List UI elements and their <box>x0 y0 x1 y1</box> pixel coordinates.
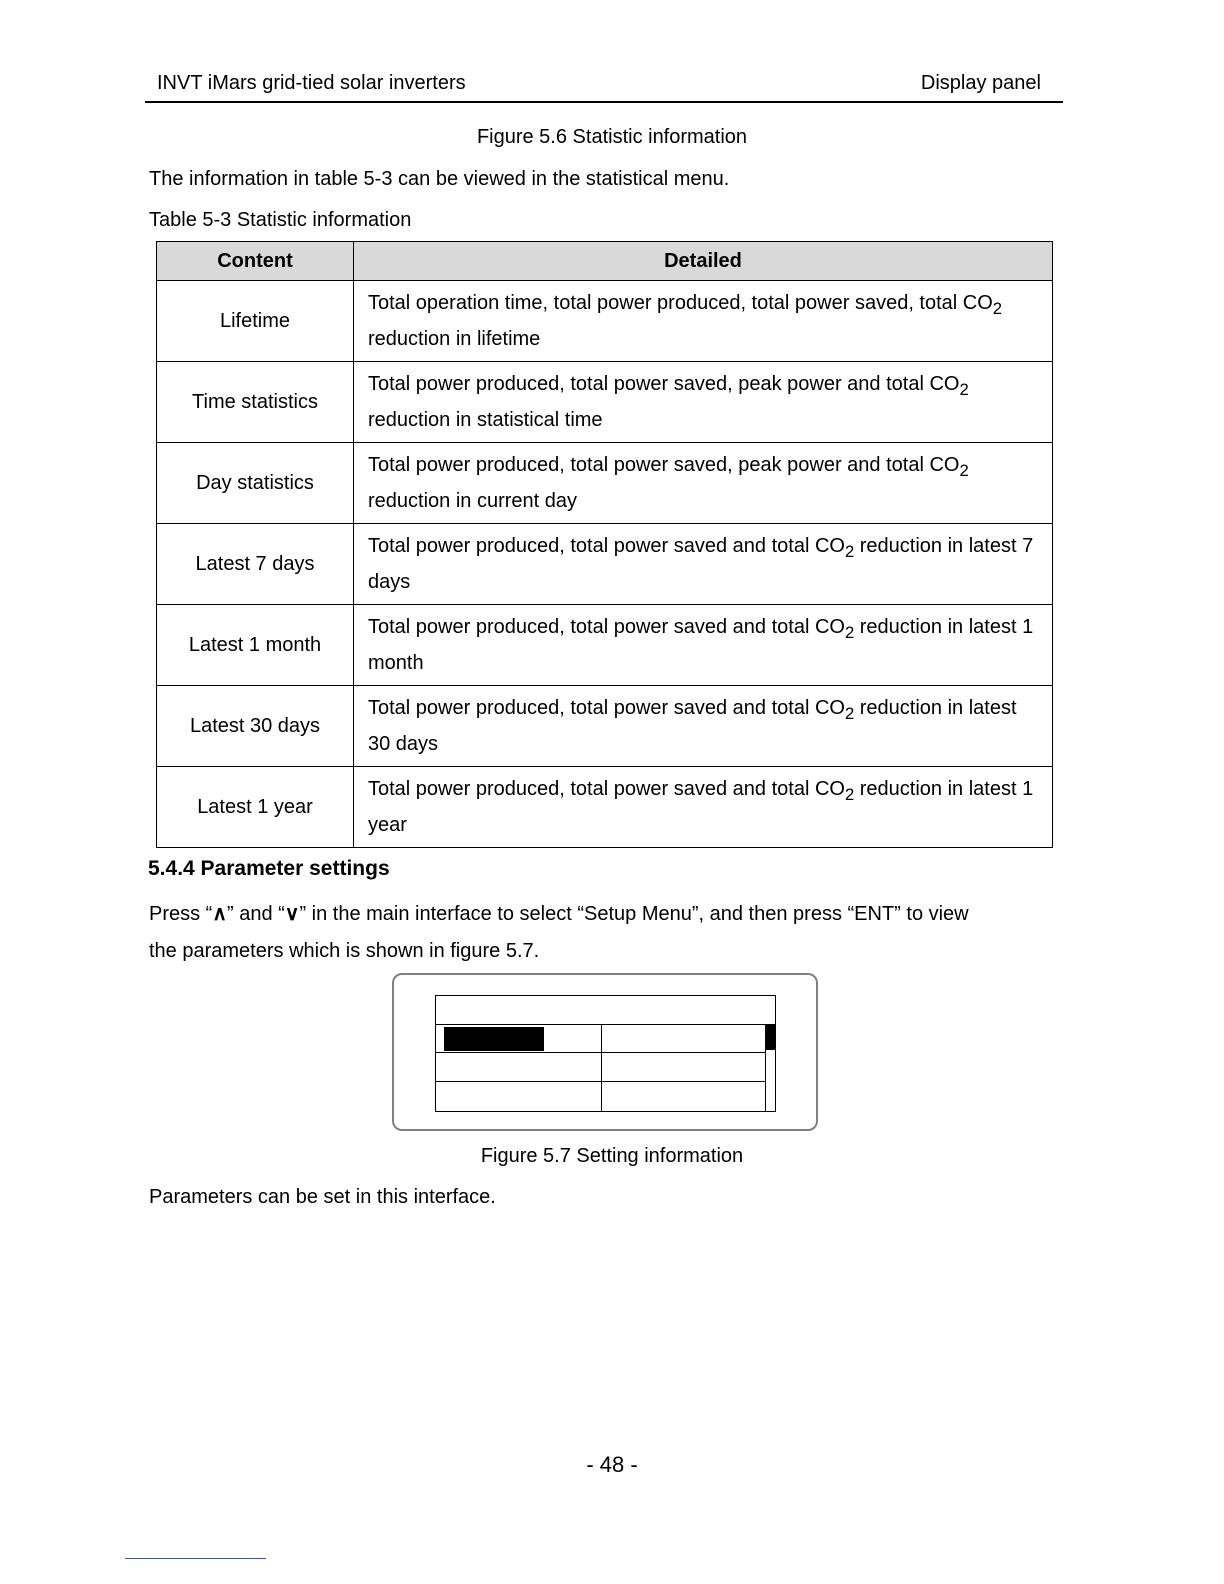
table-row <box>157 767 1053 848</box>
running-header-section: Display panel <box>920 72 1041 94</box>
setup-paragraph-line2: the parameters which is shown in figure 5.7. <box>149 940 540 962</box>
detail-cell: Total power produced, total power saved and total $CO_2$ reduction in latest 30 days <box>354 686 1053 767</box>
table-row <box>157 281 1053 362</box>
down-arrow-icon: ∨ <box>284 903 300 925</box>
setup-paragraph-line1: Press “∧” and “∨” in the main interface to select “Setup Menu”, and then press “ENT” to view <box>149 903 969 925</box>
content-cell: Latest 7 days <box>157 524 354 605</box>
lcd-screen <box>435 995 776 1112</box>
lcd-display-figure <box>392 973 818 1131</box>
detail-cell: Total power produced, total power saved and total $CO_2$ reduction in latest 1 month <box>354 605 1053 686</box>
lcd-selected-item-highlight <box>444 1027 544 1051</box>
detail-cell: Total power produced, total power saved and total $CO_2$ reduction in latest 1 year <box>354 767 1053 848</box>
detail-cell: Total power produced, total power saved, peak power and total $CO_2$ reduction in current day <box>354 443 1053 524</box>
table-row <box>157 605 1053 686</box>
up-arrow-icon: ∧ <box>212 903 227 925</box>
content-cell: Latest 1 year <box>157 767 354 848</box>
table-row <box>157 686 1053 767</box>
content-cell: Time statistics <box>157 362 354 443</box>
column-header-detailed: Detailed <box>354 242 1053 281</box>
closing-paragraph: Parameters can be set in this interface. <box>149 1186 496 1208</box>
content-cell: Day statistics <box>157 443 354 524</box>
figure-5-7-caption: Figure 5.7 Setting information <box>480 1145 744 1167</box>
detail-cell: Total operation time, total power produced, total power saved, total $CO_2$ reduction in lifetime <box>354 281 1053 362</box>
figure-5-6-caption: Figure 5.6 Statistic information <box>476 126 748 148</box>
table-row <box>157 362 1053 443</box>
content-cell: Latest 1 month <box>157 605 354 686</box>
section-heading: 5.4.4 Parameter settings <box>148 857 390 880</box>
content-cell: Lifetime <box>157 281 354 362</box>
column-header-content: Content <box>157 242 354 281</box>
intro-paragraph: The information in table 5-3 can be viewed in the statistical menu. <box>149 168 730 190</box>
lcd-column-divider <box>601 1024 602 1111</box>
detail-cell: Total power produced, total power saved and total $CO_2$ reduction in latest 7 days <box>354 524 1053 605</box>
table-row <box>157 524 1053 605</box>
detail-cell: Total power produced, total power saved, peak power and total $CO_2$ reduction in statistical time <box>354 362 1053 443</box>
lcd-scrollbar-thumb <box>766 1024 775 1050</box>
table-header-row <box>157 242 1053 281</box>
footnote-rule <box>125 1558 266 1559</box>
running-header-title: INVT iMars grid-tied solar inverters <box>157 72 466 94</box>
table-row <box>157 443 1053 524</box>
table-caption: Table 5-3 Statistic information <box>149 209 412 231</box>
page-number: - 48 - <box>586 1452 638 1477</box>
statistic-table <box>156 241 1053 848</box>
content-cell: Latest 30 days <box>157 686 354 767</box>
header-rule <box>145 101 1063 103</box>
